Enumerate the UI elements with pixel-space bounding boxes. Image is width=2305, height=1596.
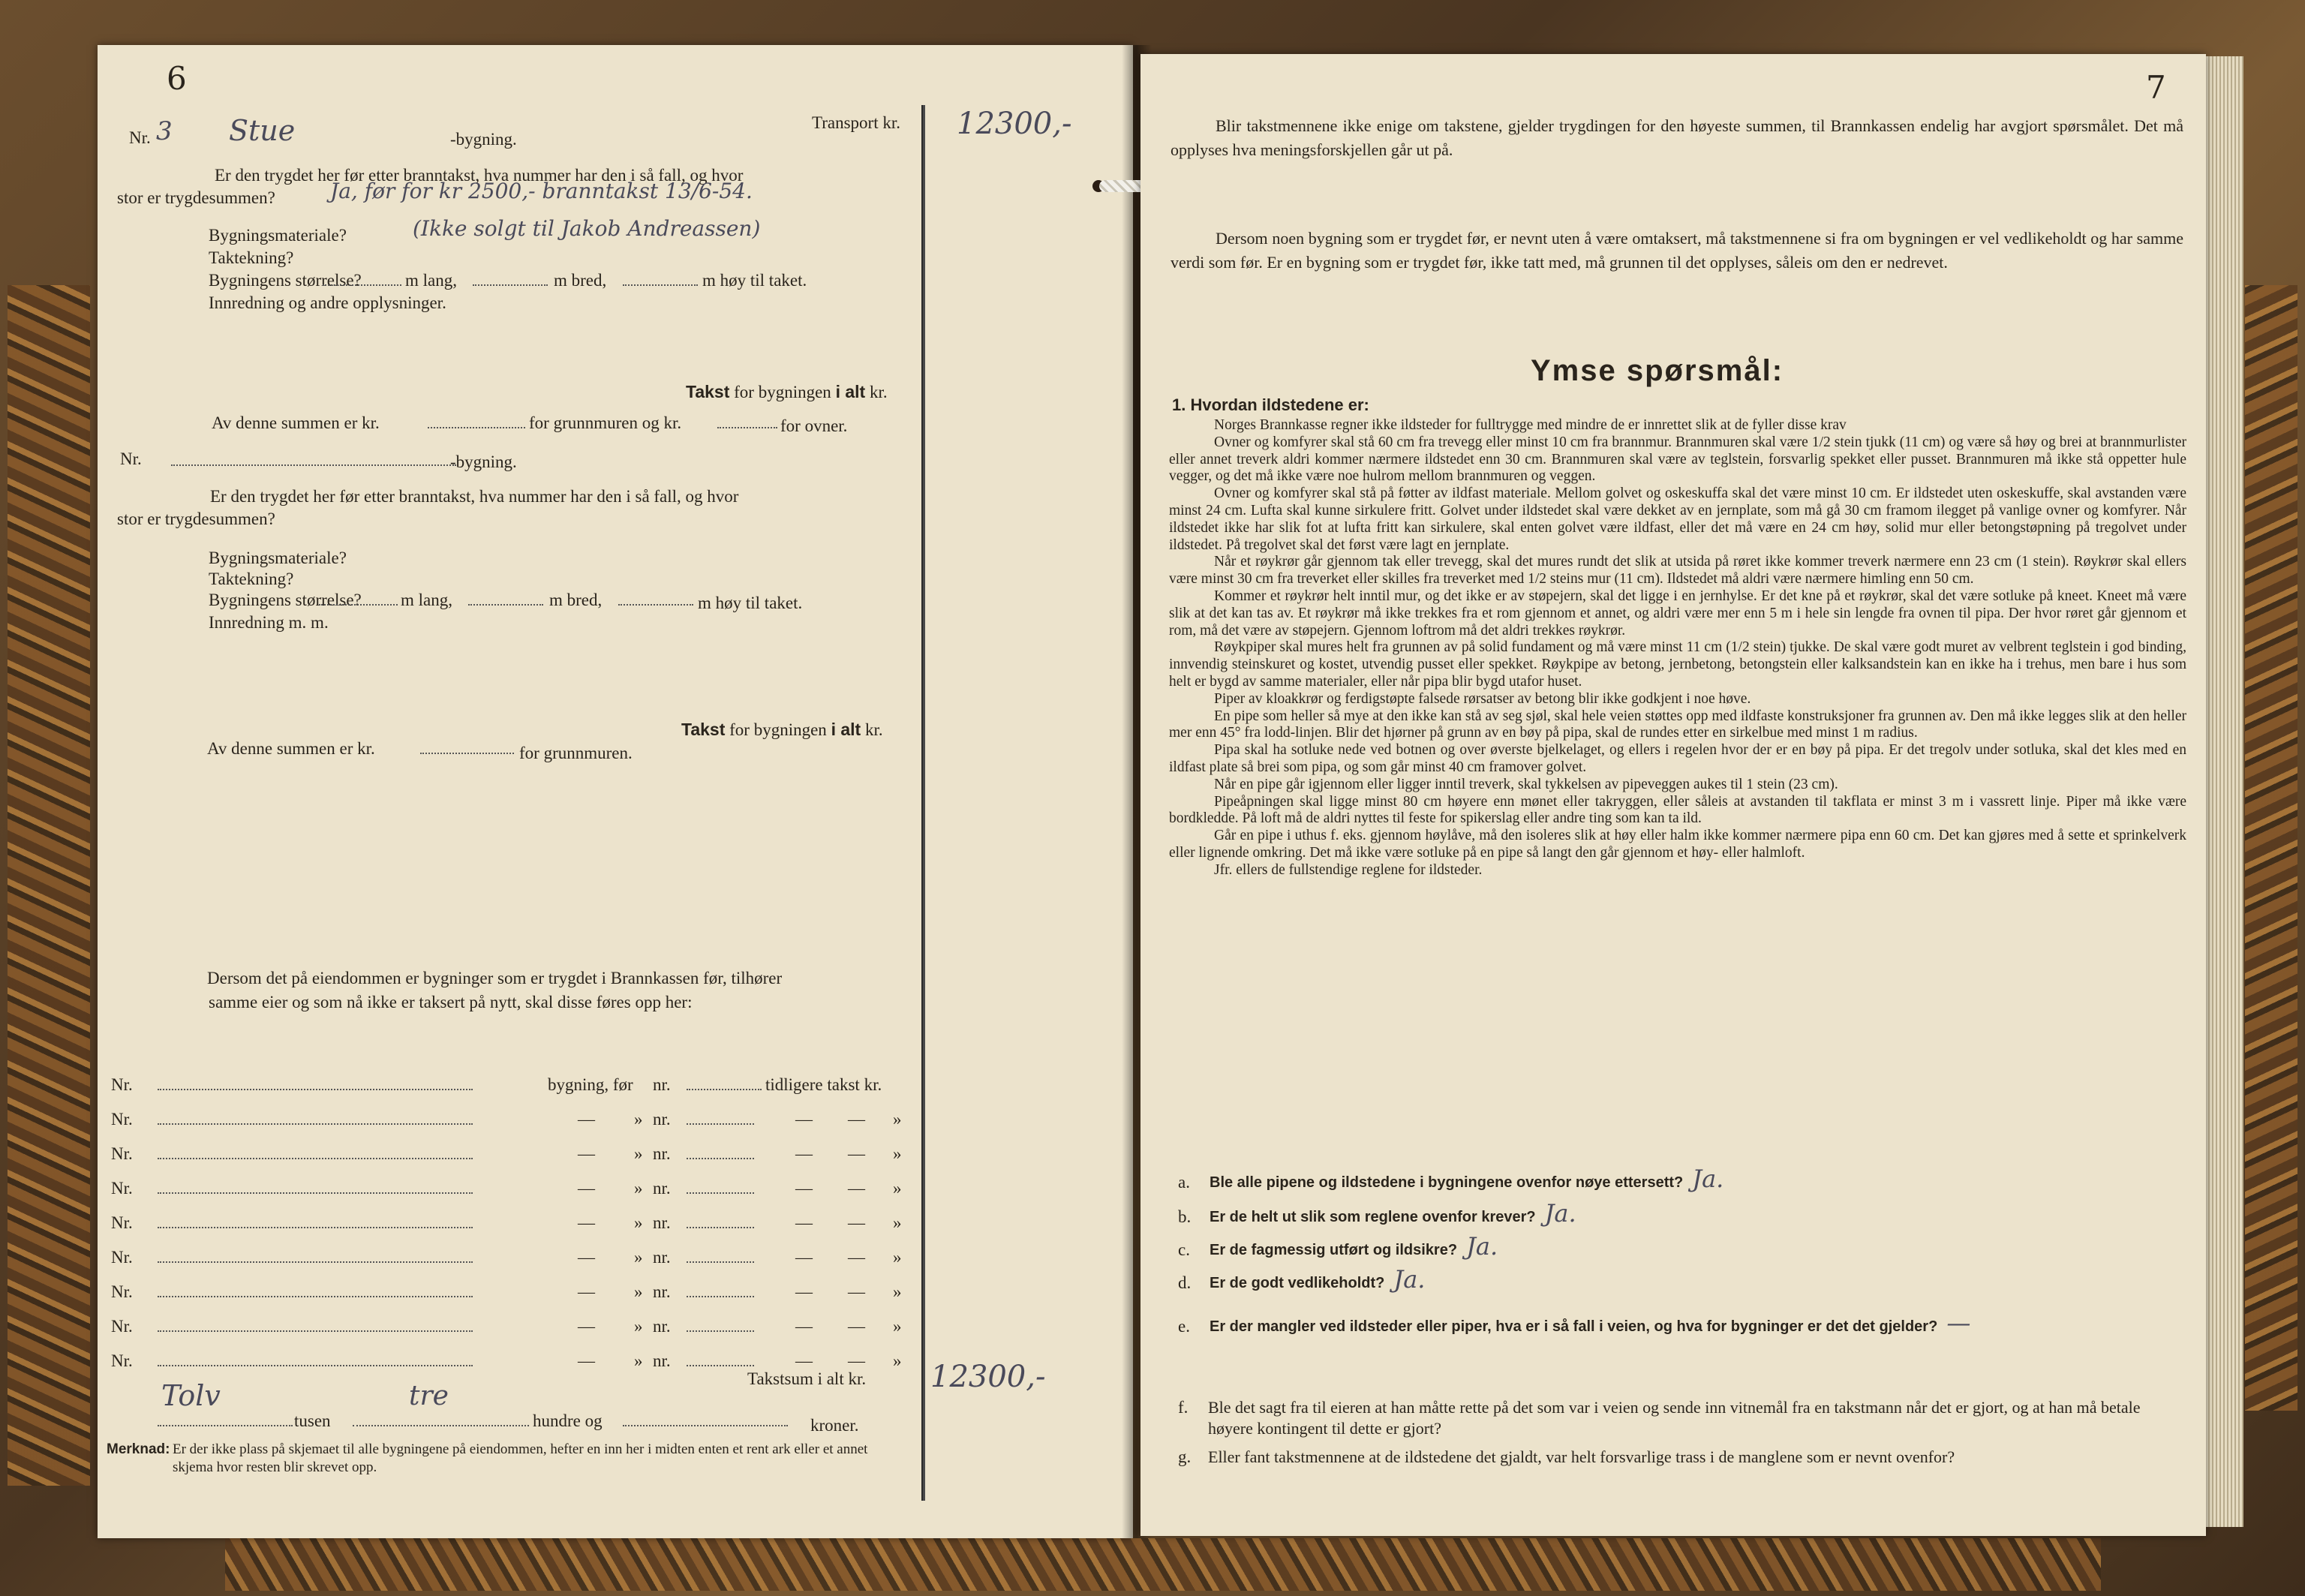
question-trygdet-line1: Er den trygdet her før etter branntakst, hva nummer har den i så fall, og hvor [215,166,744,185]
building-name: Stue [229,114,296,147]
table-row-nr: nr. [653,1351,671,1370]
dersom-line2: samme eier og som nå ikke er taksert på nytt, skal disse føres opp her: [209,993,693,1011]
question-answer: Ja. [1692,1165,1724,1193]
table-col-takst: tidligere takst kr. [765,1075,882,1094]
rules-paragraph: Jfr. ellers de fullstendige reglene for ildsteder. [1214,861,1483,878]
table-row-nr: nr. [653,1144,671,1163]
table-row-blank [158,1178,473,1199]
intro-paragraph-1: Blir takstmennene ikke enige om takstene, gjelder trygdingen for den høyeste summen, til Brannkassen endelig har avgjort spørsmålet. Det må opplyses hva meningsforskjellen går ut på. [1171,116,2183,159]
table-row-dash: — [848,1179,865,1198]
table-row-dash: — [795,1248,813,1267]
merknad-line2: skjema hvor resten blir skrevet opp. [173,1459,377,1475]
question-letter: d. [1178,1273,1192,1292]
question-1-heading: 1. Hvordan ildstedene er: [1172,395,1369,414]
left-page [98,45,1133,1538]
table-row-blank [687,1075,762,1096]
av-denne-summen-1: Av denne summen er kr. [212,413,380,432]
question-f-letter: f. [1178,1398,1189,1417]
transport-label: Transport kr. [812,113,900,132]
question-text: Er de fagmessig utført og ildsikre? [1210,1242,1458,1258]
table-row-nr-label: Nr. [111,1179,133,1198]
table-row-dash: — [795,1110,813,1129]
table-row-blank [687,1282,754,1303]
rules-paragraph: Pipa skal ha sotluke nede ved botnen og over øverste bjelkelaget, og ellers i regelen hvor der er en bøy på pipa. Er det tregolv under sotluka, skal det kles med en ildfast plate så brei som pipa, og som går minst 40 cm framover golvet. [1169,742,2186,775]
table-row-blank [158,1282,473,1303]
table-row-ditto: » [634,1248,643,1267]
page-number: 7 [2146,69,2166,106]
table-col-bygning: bygning, før [548,1075,633,1094]
table-row-dash: — [795,1179,813,1198]
table-row-ditto: » [893,1179,902,1198]
table-row-ditto: » [893,1144,902,1163]
table-row-blank [158,1075,473,1096]
question-text: Er de helt ut slik som reglene ovenfor krever? [1210,1209,1536,1225]
question-g: Eller fant takstmennene at de ildstedene det gjaldt, var helt forsvarlige trass i de manglene som er nevnt ovenfor? [1208,1447,1955,1466]
innredning-label-2: Innredning m. m. [209,613,329,632]
takst-line-2: Takst for bygningen i alt kr. [681,720,883,739]
bygning-suffix: -bygning. [450,130,517,149]
rules-paragraph: Når en pipe går igjennom eller ligger inntil treverk, skal tykkelsen av pipeveggen aukes til 1 stein (23 cm). [1214,776,1838,792]
m-bred-label-2: m bred, [549,591,603,609]
right-page [1140,54,2206,1536]
taktekning-label: Taktekning? [209,248,294,267]
table-row-nr-label: Nr. [111,1317,133,1336]
question-trygdet-2-line2: stor er trygdesummen? [117,509,275,528]
question-text: Ble alle pipene og ildstedene i bygningene ovenfor nøye ettersett? [1210,1174,1684,1191]
table-row-ditto: » [634,1179,643,1198]
table-row-dash: — [578,1282,595,1301]
table-row-dash: — [795,1317,813,1336]
table-row-dash: — [848,1213,865,1232]
table-row-dash: — [848,1248,865,1267]
table-row-nr-label: Nr. [111,1110,133,1129]
rules-paragraph: Går en pipe i uthus f. eks. gjennom høylåve, må den isoleres slik at høy eller halm ikke kommer nærmere pipa enn 60 cm. Det kan gjøres med å sette et sprinkelverk eller lignende omkring. Det må ikke være sotluke på en pipe så langt den går gjennom et høy- eller halmloft. [1169,828,2186,861]
question-trygdet-2-line1: Er den trygdet her før etter branntakst, hva nummer har den i så fall, og hvor [210,487,739,506]
hundre-label: hundre og [533,1411,603,1430]
table-row-ditto: » [634,1213,643,1232]
rules-paragraph: Røykpiper skal mures helt fra grunnen av på solid fundament og må være minst 11 cm (1/2 stein) tjukke. De skal være godt muret av velbrent teglstein i god binding, innvendig steinskuret og kostet, utvendig pusset eller spekket. Røykpipe av betong, jernbetong, betongstein eller kalksandstein kan en ikke ha i trehus, men bare i hus som helt er bygd av samme materialer, eller når pipa blir bygd utafor huset. [1169,639,2186,690]
table-row-dash: — [578,1213,595,1232]
table-row-blank [687,1213,754,1234]
question-letter: c. [1178,1240,1190,1259]
for-grunnmuren-og-label: for grunnmuren og kr. [529,413,682,432]
table-row-ditto: » [893,1110,902,1129]
table-row-dash: — [578,1144,595,1163]
table-row-dash: — [795,1213,813,1232]
table-row-ditto: » [634,1110,643,1129]
table-row-nr: nr. [653,1179,671,1198]
question-text: Er de godt vedlikeholdt? [1210,1275,1385,1291]
takst-line-1: Takst for bygningen i alt kr. [686,382,888,401]
table-row-blank [687,1247,754,1268]
intro-paragraph-2: Dersom noen bygning som er trygdet før, er nevnt uten å være omtaksert, må takstmennene si fra om bygningen er vel vedlikeholdt og har samme verdi som før. Er en bygning som er trygdet før, ikke tatt med, må grunnen til det opplyses, såleis om den er nedrevet. [1171,229,2183,272]
table-row-blank [158,1247,473,1268]
table-row-nr: nr. [653,1248,671,1267]
rules-paragraph: Kommer et røykrør helt inntil mur, og det ikke er av støpejern, skal det ligge i en jernhylse. Er det kne på et røykrør, skal det være sotluke på kneet. Kneet må være slik at det kan tas av. Et røykrør må ikke trekkes fra et rom gjennom et annet, og aldri være mer enn 5 m i hele sin lengde fra ovnen til pipa. Der hvor røret går gjennom et rom, må det være av støpejern. Gjennom loftrom må det aldri trekkes røykrør. [1169,588,2186,639]
question-g-letter: g. [1178,1447,1192,1466]
bygning-suffix-2: -bygning. [450,452,517,471]
for-grunnmuren-label: for grunnmuren. [519,744,633,762]
table-row-ditto: » [893,1282,902,1301]
table-row-blank [687,1316,754,1337]
table-row-ditto: » [893,1213,902,1232]
table-row-ditto: » [893,1248,902,1267]
question-letter: e. [1178,1317,1190,1336]
rules-paragraph: En pipe som heller så mye at den ikke kan stå av seg sjøl, skal hele veien støttes opp med ildfaste konstruksjoner fra grunnen av. Den må ikke legges slik at den heller mer enn 45° fra lodd-linjen. Blir det hjørner på grunn av en bøy på pipa, skal de rundes etter en sirkelbue med minst 1 m radius. [1169,708,2186,741]
table-row-ditto: » [634,1351,643,1370]
table-row-nr: nr. [653,1213,671,1232]
question-answer: Ja. [1544,1199,1576,1228]
merknad-line1: Er der ikke plass på skjemaet til alle bygningene på eiendommen, hefter en inn her i midten enten et rent ark eller et annet [173,1441,868,1457]
question-answer: Ja. [1393,1265,1426,1294]
table-row-ditto: » [634,1317,643,1336]
table-row-dash: — [795,1351,813,1370]
table-row-blank [687,1178,754,1199]
hundre-value: tre [409,1381,449,1411]
takstsum-label: Takstsum i alt kr. [747,1369,867,1388]
question-text: Er der mangler ved ildsteder eller piper, hva er i så fall i veien, og hva for bygninger er det det gjelder? [1210,1318,1938,1335]
takstsum-value: 12300,- [930,1360,1046,1394]
section-heading: Ymse spørsmål: [1531,354,1784,387]
tusen-value: Tolv [161,1379,221,1412]
tusen-label: tusen [294,1411,331,1430]
table-row-blank [687,1351,754,1372]
nr-label-2: Nr. [120,449,142,468]
bygningsmateriale-label: Bygningsmateriale? [209,226,347,245]
m-hoy-label-2: m høy til taket. [698,594,803,612]
table-row-dash: — [578,1248,595,1267]
merknad-label: Merknad: [107,1441,170,1457]
question-trygdet-line2: stor er trygdesummen? [117,188,275,207]
question-answer: Ja. [1466,1232,1498,1261]
table-row-blank [687,1109,754,1130]
table-row-ditto: » [893,1317,902,1336]
nr-value: 3 [156,116,173,146]
marbled-endpaper-right [2245,285,2297,1411]
table-row-blank [158,1316,473,1337]
column-divider-2 [923,105,925,1501]
question-f: Ble det sagt fra til eieren at han måtte rette på det som var i veien og sende inn vitnemål fra en takstmann når det er gjort, og at han må betale høyere kontingent til dette er gjort? [1208,1398,2141,1438]
rules-paragraph: Pipeåpningen skal ligge minst 80 cm høyere enn mønet eller takryggen, eller såleis at avstanden til takflata er minst 3 m i vassrett linje. Piper må ikke være bordkledde. På loft må de aldri nyttes til feste for spikerslag eller andre ting som kan ta ild. [1169,793,2186,827]
table-row-nr-label: Nr. [111,1282,133,1301]
storrelse-label-2: Bygningens størrelse? [209,591,362,609]
note-ikke-solgt: (Ikke solgt til Jakob Andreassen) [413,216,761,241]
table-row-ditto: » [634,1144,643,1163]
m-lang-label: m lang, [405,271,457,290]
rules-paragraph: Ovner og komfyrer skal stå 60 cm fra trevegg eller minst 10 cm fra brannmur. Brannmuren skal være 1/2 stein tjukk (11 cm) og være så høy og brei at brannmurlister eller annet treverk aldri kommer nærmere ildstedet enn 30 cm. Brannmuren skal være av teglstein, forsvarlig spekket eller pusset. Brannmuren må ikke stå oppetter hule vegger, og det må ikke være noe hulrom mellom brannmuren og veggen. [1169,434,2186,485]
table-row-dash: — [578,1179,595,1198]
rules-paragraph: Ovner og komfyrer skal stå på føtter av ildfast materiale. Mellom golvet og oskeskuffa skal det være minst 10 cm. Er ildstedet uten oskeskuffe, skal avstanden være minst 24 cm. Lufta skal kunne sirkulere fritt. Golvet under ildstedet skal være dekket av en jernplate, som må gå 30 cm framom ilegget på vanlige ovner og komfyrer. Når ildstedet ikke har slik fot at lufta fritt kan sirkulere, skal enten golvet være ildfast, eller det må være en 24 cm høy, solid mur eller betongstøpning på tregolvet under ildstedet. På tregolvet skal det først være lagt en jernplate. [1169,485,2186,553]
table-row-nr: nr. [653,1110,671,1129]
table-row-ditto: » [634,1282,643,1301]
storrelse-label: Bygningens størrelse? [209,271,362,290]
table-row-blank [158,1351,473,1372]
av-denne-summen-2: Av denne summen er kr. [207,739,375,758]
table-row-nr-label: Nr. [111,1248,133,1267]
table-row-nr: nr. [653,1317,671,1336]
question-letter: b. [1178,1207,1192,1226]
table-row-nr-label: Nr. [111,1213,133,1232]
table-row-dash: — [578,1110,595,1129]
question-answer: — [1946,1309,1971,1337]
table-row-dash: — [848,1110,865,1129]
rules-paragraph: Når et røykrør går gjennom tak eller trevegg, skal det mures rundt det slik at utsida på røret ikke kommer treverk nærmere enn 23 cm (1 stein). Røykrør skal ellers være minst 30 cm fra treverket eller skilles fra treverket med 1/2 steins mur (11 cm). Ildstedet må aldri være nærmere himling enn 50 cm. [1169,554,2186,588]
transport-value: 12300,- [957,107,1072,141]
table-row-nr-label: Nr. [111,1075,133,1094]
page-number: 6 [167,60,187,97]
m-lang-label-2: m lang, [401,591,452,609]
marbled-endpaper-left [8,285,90,1486]
marbled-endpaper-bottom [225,1538,2101,1591]
table-row-dash: — [795,1144,813,1163]
table-row-blank [687,1144,754,1165]
table-row-nr: nr. [653,1282,671,1301]
bygningsmateriale-label-2: Bygningsmateriale? [209,549,347,567]
table-row-dash: — [848,1144,865,1163]
table-row-dash: — [848,1317,865,1336]
table-row-ditto: » [893,1351,902,1370]
table-row-blank [158,1213,473,1234]
table-row-nr-label: Nr. [111,1351,133,1370]
kroner-label: kroner. [810,1416,859,1435]
table-col-nr: nr. [653,1075,671,1094]
table-row-dash: — [848,1282,865,1301]
table-row-dash: — [578,1317,595,1336]
table-row-dash: — [578,1351,595,1370]
question-letter: a. [1178,1173,1190,1192]
page-edges [2206,56,2243,1527]
table-row-blank [158,1109,473,1130]
ildsted-rules [1169,417,2186,879]
nr-label: Nr. [129,128,151,147]
table-row-dash: — [795,1282,813,1301]
m-hoy-label: m høy til taket. [702,271,807,290]
rules-paragraph: Norges Brannkasse regner ikke ildsteder for fulltrygge med mindre de er innrettet slik at de fyller disse krav [1214,417,1847,433]
taktekning-label-2: Taktekning? [209,570,294,588]
dersom-line1: Dersom det på eiendommen er bygninger som er trygdet i Brannkassen før, tilhører [207,969,783,987]
innredning-label: Innredning og andre opplysninger. [209,293,446,312]
m-bred-label: m bred, [554,271,607,290]
table-row-nr-label: Nr. [111,1144,133,1163]
table-row-blank [158,1144,473,1165]
answer-trygdet: Ja, før for kr 2500,- branntakst 13/6-54. [330,179,753,203]
rules-paragraph: Piper av kloakkrør og ferdigstøpte falsede rørsatser av betong blir ikke godkjent i noe høve. [1214,690,1751,707]
for-ovner-label: for ovner. [780,416,848,435]
table-row-dash: — [848,1351,865,1370]
